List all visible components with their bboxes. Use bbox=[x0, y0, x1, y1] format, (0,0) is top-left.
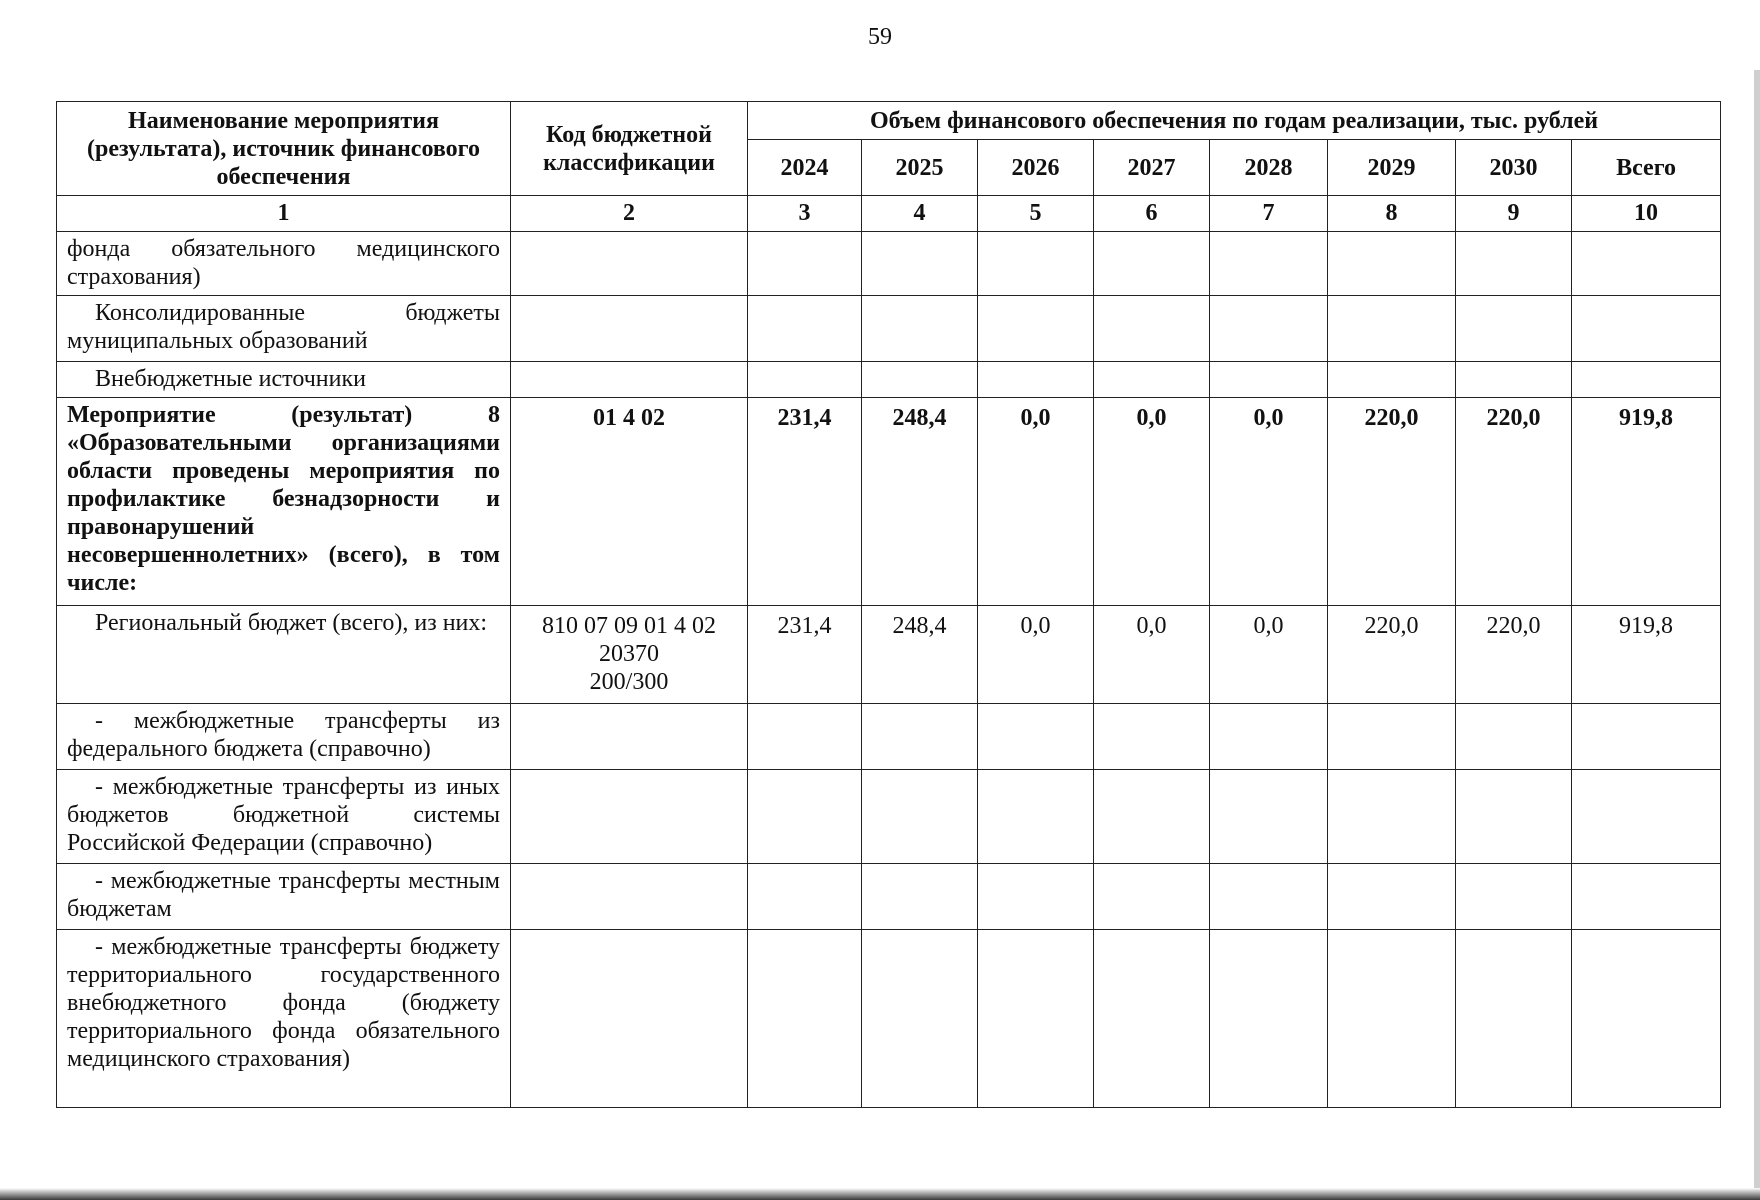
column-number: 2 bbox=[511, 196, 748, 232]
header-year: 2028 bbox=[1210, 140, 1328, 196]
row-value: 220,0 bbox=[1456, 398, 1572, 606]
header-name-column: Наименование мероприятия (результата), источник финансового обеспечения bbox=[57, 102, 511, 196]
header-year: 2029 bbox=[1328, 140, 1456, 196]
table-row bbox=[57, 398, 1721, 606]
row-value: 0,0 bbox=[1094, 606, 1210, 704]
row-code bbox=[511, 704, 748, 770]
row-value bbox=[978, 864, 1094, 930]
row-value: 220,0 bbox=[1456, 606, 1572, 704]
row-value bbox=[1210, 296, 1328, 362]
row-value bbox=[862, 864, 978, 930]
header-year: 2025 bbox=[862, 140, 978, 196]
row-value bbox=[978, 232, 1094, 296]
row-name: Внебюджетные источники bbox=[57, 362, 511, 398]
table-row bbox=[57, 864, 1721, 930]
row-value bbox=[1328, 864, 1456, 930]
row-value bbox=[1094, 864, 1210, 930]
row-name: Консолидированные бюджеты муниципальных образований bbox=[57, 296, 511, 362]
row-value bbox=[1456, 362, 1572, 398]
row-value bbox=[1572, 232, 1721, 296]
row-value bbox=[1210, 704, 1328, 770]
row-code-line: 810 07 09 01 4 02 bbox=[542, 613, 716, 639]
row-value bbox=[748, 930, 862, 1108]
row-code bbox=[511, 362, 748, 398]
row-value bbox=[1094, 930, 1210, 1108]
header-code-column: Код бюджетной классификации bbox=[511, 102, 748, 196]
row-value bbox=[862, 770, 978, 864]
row-value bbox=[978, 704, 1094, 770]
row-code-line: 20370 bbox=[599, 641, 659, 667]
scan-bottom-band bbox=[0, 1188, 1760, 1200]
row-value bbox=[1210, 770, 1328, 864]
row-value: 0,0 bbox=[1210, 606, 1328, 704]
row-value bbox=[1456, 864, 1572, 930]
table-row bbox=[57, 296, 1721, 362]
row-value bbox=[978, 296, 1094, 362]
row-value bbox=[1094, 770, 1210, 864]
row-value bbox=[862, 930, 978, 1108]
table-row bbox=[57, 770, 1721, 864]
column-number: 4 bbox=[862, 196, 978, 232]
row-value: 231,4 bbox=[748, 398, 862, 606]
table-row bbox=[57, 232, 1721, 296]
row-value bbox=[1572, 704, 1721, 770]
row-value bbox=[1210, 930, 1328, 1108]
column-number: 3 bbox=[748, 196, 862, 232]
row-code bbox=[511, 296, 748, 362]
row-value bbox=[1328, 704, 1456, 770]
row-value bbox=[978, 770, 1094, 864]
row-value bbox=[1572, 864, 1721, 930]
row-value bbox=[1456, 770, 1572, 864]
row-value bbox=[1210, 362, 1328, 398]
row-value bbox=[862, 296, 978, 362]
column-number: 8 bbox=[1328, 196, 1456, 232]
row-value bbox=[1572, 296, 1721, 362]
column-number-row bbox=[57, 196, 1721, 232]
header-year: 2030 bbox=[1456, 140, 1572, 196]
row-value bbox=[1572, 362, 1721, 398]
row-value: 0,0 bbox=[1210, 398, 1328, 606]
row-value bbox=[1210, 864, 1328, 930]
row-name: - межбюджетные трансферты из иных бюджетов бюджетной системы Российской Федерации (справочно) bbox=[57, 770, 511, 864]
row-value bbox=[1456, 704, 1572, 770]
row-value bbox=[862, 232, 978, 296]
row-value bbox=[1572, 770, 1721, 864]
row-value bbox=[748, 296, 862, 362]
row-value bbox=[1328, 296, 1456, 362]
row-value: 248,4 bbox=[862, 606, 978, 704]
row-value: 220,0 bbox=[1328, 398, 1456, 606]
row-value: 0,0 bbox=[978, 398, 1094, 606]
row-value bbox=[1328, 930, 1456, 1108]
row-code: 01 4 02 bbox=[511, 398, 748, 606]
row-name: Региональный бюджет (всего), из них: bbox=[57, 606, 511, 704]
row-value: 919,8 bbox=[1572, 606, 1721, 704]
row-name: - межбюджетные трансферты из федерального бюджета (справочно) bbox=[57, 704, 511, 770]
table-row bbox=[57, 930, 1721, 1108]
row-value bbox=[1094, 362, 1210, 398]
row-value bbox=[862, 704, 978, 770]
row-name: Мероприятие (результат) 8 «Образовательными организациями области проведены мероприятия по профилактике безнадзорности и правонарушений несовершеннолетних» (всего), в том числе: bbox=[57, 398, 511, 606]
row-value bbox=[748, 362, 862, 398]
column-number: 5 bbox=[978, 196, 1094, 232]
row-value bbox=[1210, 232, 1328, 296]
row-code bbox=[511, 770, 748, 864]
row-value: 248,4 bbox=[862, 398, 978, 606]
header-volume-group: Объем финансового обеспечения по годам реализации, тыс. рублей bbox=[748, 102, 1721, 140]
header-year: 2026 bbox=[978, 140, 1094, 196]
row-value bbox=[1572, 930, 1721, 1108]
page-number: 59 bbox=[868, 24, 892, 50]
row-value bbox=[1328, 770, 1456, 864]
row-value bbox=[1094, 296, 1210, 362]
row-value bbox=[978, 930, 1094, 1108]
budget-table bbox=[56, 101, 1721, 1108]
row-code bbox=[511, 864, 748, 930]
row-code bbox=[511, 606, 748, 704]
header-total: Всего bbox=[1572, 140, 1721, 196]
row-value bbox=[748, 704, 862, 770]
row-value bbox=[862, 362, 978, 398]
row-name: - межбюджетные трансферты местным бюджетам bbox=[57, 864, 511, 930]
row-value bbox=[748, 770, 862, 864]
column-number: 7 bbox=[1210, 196, 1328, 232]
column-number: 10 bbox=[1572, 196, 1721, 232]
column-number: 9 bbox=[1456, 196, 1572, 232]
table-row bbox=[57, 606, 1721, 704]
row-value bbox=[1328, 232, 1456, 296]
row-value bbox=[1094, 704, 1210, 770]
row-value bbox=[1328, 362, 1456, 398]
table-row bbox=[57, 704, 1721, 770]
column-number: 6 bbox=[1094, 196, 1210, 232]
header-year: 2024 bbox=[748, 140, 862, 196]
column-number: 1 bbox=[57, 196, 511, 232]
row-code bbox=[511, 232, 748, 296]
row-name: - межбюджетные трансферты бюджету территориального государственного внебюджетного фонда (бюджету территориального фонда обязательного медицинского страхования) bbox=[57, 930, 511, 1108]
scan-edge bbox=[1754, 70, 1760, 1200]
header-year: 2027 bbox=[1094, 140, 1210, 196]
row-code-line: 200/300 bbox=[589, 669, 669, 695]
row-value: 919,8 bbox=[1572, 398, 1721, 606]
row-value bbox=[748, 864, 862, 930]
row-value: 0,0 bbox=[978, 606, 1094, 704]
row-value: 0,0 bbox=[1094, 398, 1210, 606]
row-value bbox=[1094, 232, 1210, 296]
row-name: фонда обязательного медицинского страхования) bbox=[57, 232, 511, 296]
row-value bbox=[748, 232, 862, 296]
table-row bbox=[57, 362, 1721, 398]
row-value: 220,0 bbox=[1328, 606, 1456, 704]
row-value bbox=[1456, 232, 1572, 296]
row-value bbox=[1456, 296, 1572, 362]
row-value: 231,4 bbox=[748, 606, 862, 704]
row-code bbox=[511, 930, 748, 1108]
row-value bbox=[1456, 930, 1572, 1108]
row-value bbox=[978, 362, 1094, 398]
